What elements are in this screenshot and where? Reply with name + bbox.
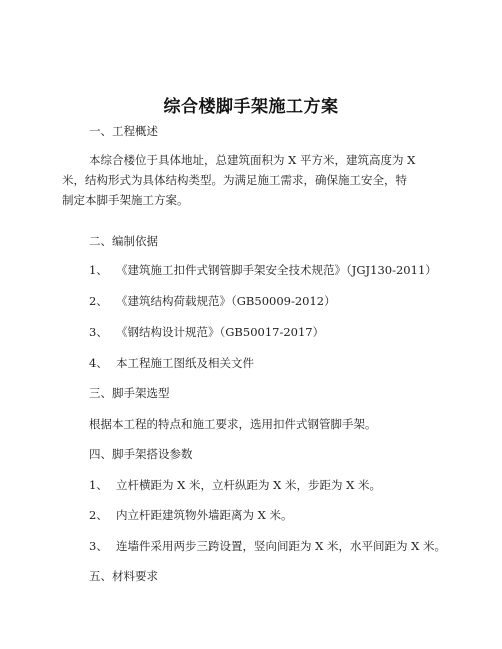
list-item: [89, 355, 254, 371]
list-item: [89, 477, 381, 493]
list-text: 内立杆距建筑物外墙距离为 X 米。: [116, 508, 293, 522]
list-text: 《钢结构设计规范》（GB50017-2017）: [116, 325, 325, 339]
paragraph-line: 本综合楼位于具体地址，总建筑面积为 X 平方米，建筑高度为 X: [89, 153, 416, 167]
section-heading-5: 五、材料要求: [89, 569, 158, 583]
list-item: [89, 293, 336, 309]
paragraph-line: 制定本脚手架施工方案。: [62, 193, 189, 207]
list-text: 连墙件采用两步三跨设置，竖向间距为 X 米，水平间距为 X 米。: [116, 539, 446, 553]
section-heading-1: 一、工程概述: [89, 124, 158, 138]
list-text: 《建筑施工扣件式钢管脚手架安全技术规范》（JGJ130-2011）: [116, 263, 437, 277]
list-number: 1、: [89, 478, 108, 492]
section-heading-3: 三、脚手架选型: [89, 386, 170, 400]
list-item: [89, 262, 437, 278]
list-number: 4、: [89, 356, 108, 370]
list-text: 《建筑结构荷载规范》（GB50009-2012）: [116, 294, 336, 308]
list-number: 1、: [89, 263, 108, 277]
paragraph-line: 米，结构形式为具体结构类型。为满足施工需求，确保施工安全，特: [62, 173, 407, 187]
list-number: 3、: [89, 325, 108, 339]
list-item: [89, 538, 446, 554]
list-item: [89, 324, 324, 340]
section-3-paragraph: 根据本工程的特点和施工要求，选用扣件式钢管脚手架。: [89, 417, 377, 431]
list-number: 2、: [89, 294, 108, 308]
section-heading-2: 二、编制依据: [89, 234, 158, 248]
document-title: 综合楼脚手架施工方案: [163, 97, 339, 117]
list-number: 2、: [89, 508, 108, 522]
list-text: 立杆横距为 X 米，立杆纵距为 X 米，步距为 X 米。: [116, 478, 381, 492]
list-text: 本工程施工图纸及相关文件: [116, 356, 254, 370]
section-heading-4: 四、脚手架搭设参数: [89, 447, 193, 461]
list-number: 3、: [89, 539, 108, 553]
list-item: [89, 507, 293, 523]
section-1-paragraph: [62, 149, 442, 212]
